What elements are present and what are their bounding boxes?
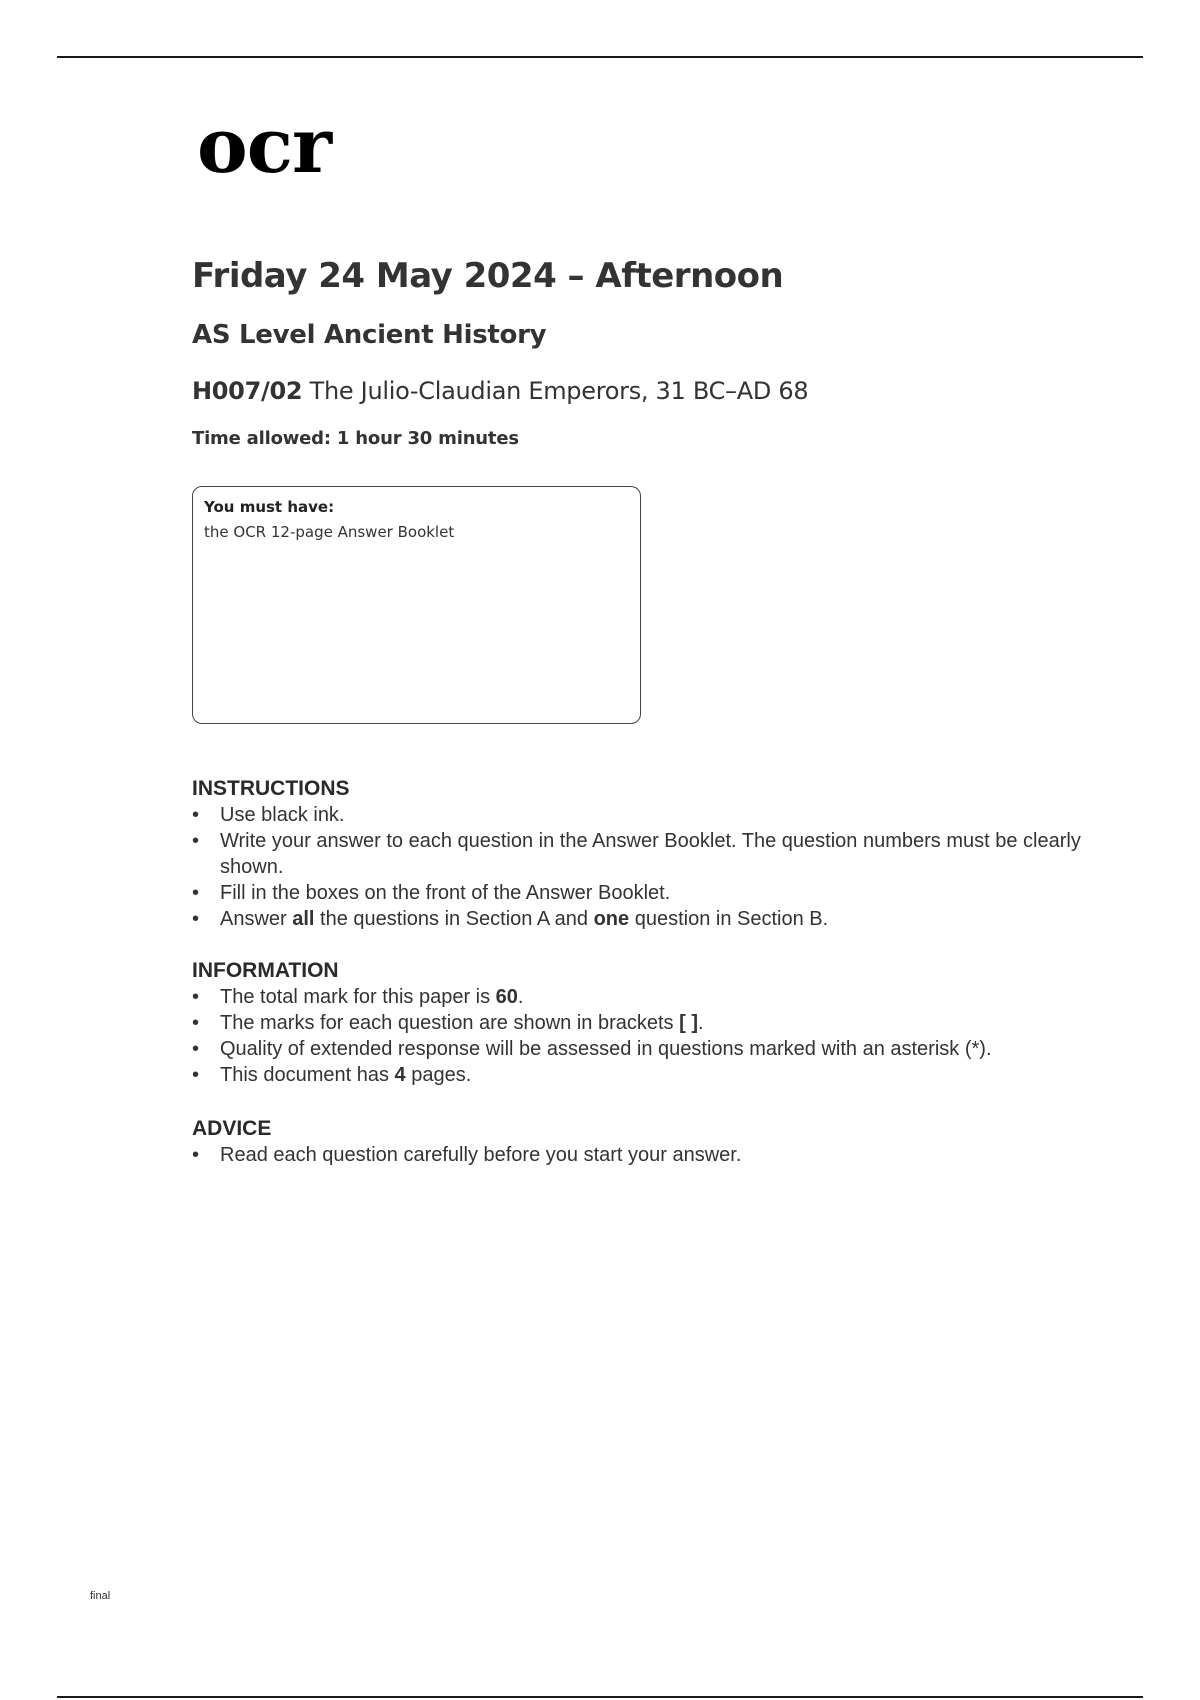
information-section <box>192 958 1092 1088</box>
advice-heading: ADVICE <box>192 1117 272 1140</box>
subject-title: AS Level Ancient History <box>192 320 547 350</box>
instructions-section <box>192 776 1092 932</box>
advice-list <box>192 1142 1092 1168</box>
instructions-list <box>192 802 1092 932</box>
exam-date: Friday 24 May 2024 – Afternoon <box>192 256 784 296</box>
paper-code: H007/02 <box>192 377 303 405</box>
list-item: • Use black ink. <box>192 802 1092 828</box>
list-item: • This document has 4 pages. <box>192 1062 1092 1088</box>
top-rule <box>57 56 1143 58</box>
ocr-logo: ocr <box>197 101 332 190</box>
information-list <box>192 984 1092 1088</box>
information-heading: INFORMATION <box>192 959 339 982</box>
list-item: • Read each question carefully before you start your answer. <box>192 1142 1092 1168</box>
advice-section <box>192 1116 1092 1168</box>
list-item: • The total mark for this paper is 60. <box>192 984 1092 1010</box>
list-item: • Answer all the questions in Section A and one question in Section B. <box>192 906 1092 932</box>
list-item: • Fill in the boxes on the front of the Answer Booklet. <box>192 880 1092 906</box>
list-item: • Quality of extended response will be assessed in questions marked with an asterisk (*). <box>192 1036 1092 1062</box>
must-have-title: You must have: <box>204 498 335 516</box>
must-have-box <box>192 486 641 724</box>
bottom-rule <box>57 1696 1143 1698</box>
footer-note: final <box>90 1590 111 1602</box>
must-have-item: the OCR 12-page Answer Booklet <box>204 523 455 541</box>
time-allowed: Time allowed: 1 hour 30 minutes <box>192 428 519 449</box>
list-item: • The marks for each question are shown in brackets [ ]. <box>192 1010 1092 1036</box>
paper-title <box>192 377 808 405</box>
list-item: • Write your answer to each question in the Answer Booklet. The question numbers must be clearly shown. <box>192 828 1092 880</box>
instructions-heading: INSTRUCTIONS <box>192 777 350 800</box>
paper-name: The Julio-Claudian Emperors, 31 BC–AD 68 <box>309 377 809 405</box>
